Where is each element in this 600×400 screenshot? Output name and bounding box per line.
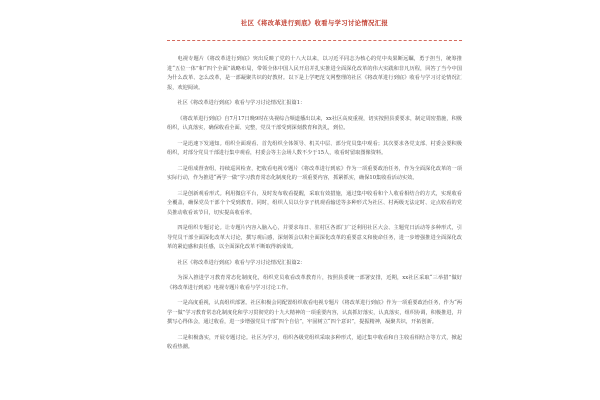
paragraph: 二是组成督查组，持续巡回检查，把收看电视专题片《将改革进行到底》作为一项重要政治任务，作为全面深化改革的一项实际行动，作为推进“两学一做”学习教育常态化制度化的一项重要内容，抓紧抓实，确保10集收看活动实效。 bbox=[167, 165, 462, 181]
paragraph: 《将改革进行到底》自7月17日晚9时在央视综合频道播出以来，xx社区高度重视，切实按照县委要求，制定周密措施，积极组织，认真落实，确保收看全面、完整，党员干部受到深刻教育和洗礼，到位。 bbox=[167, 115, 462, 131]
paragraph: 一是高度重视，认真组织部署。社区积极会同配置组织收看电视专题片《将改革进行到底》作为一项重要政治任务，作为“两学一做”学习教育常态化制度化和学习贯彻党的十九大精神的一项重要内容，认真抓好落实，认真落实，组织协调，积极推进，并撰写心得体会，通过收看，进一步增强党员干部“四个自信”，牢固树立“四个意识”，提振精神，凝聚共识，开拓创新。 bbox=[167, 300, 462, 325]
paragraph: 为深入推进学习教育常态化制度化，组织党员收看改革教育片，按照县委统一部署安排，近期，xx社区采取“三举措”做好《将改革进行到底》电视专题片收看与学习讨论工作。 bbox=[167, 275, 462, 291]
paragraph: 一是迅速下发通知。组织全面观看、首先组织全体领导、机关中层、部分党员集中观看；其次要求各党支部、村委会要积极组织，对部分党员干部进行集中观看，村委会等主会场人数不少于15人，收看时留取图像资料。 bbox=[167, 140, 462, 156]
paragraph: 四是组织专题讨论。让专题片内容入脑入心，并要求每日、驻村区各部门广泛利用社区大会、主题党日活动等多种形式，引导党员干部全面深化改革大讨论，撰写观后感，深刻领会以积全面深化改革的重要意义和使命任务，进一步增强推进全面深化改革的紧迫感和责任感，以全面深化改革不断取得新成效。 bbox=[167, 225, 462, 250]
title-divider bbox=[167, 40, 462, 41]
section-heading: 社区《将改革进行到底》收看与学习讨论情况汇报篇1： bbox=[177, 100, 306, 106]
document-title: 社区《将改革进行到底》收看与学习讨论情况汇报 bbox=[240, 19, 389, 27]
paragraph: 二是积极落实，开展专题讨论。社区为学习，组织各级党组织采取多种形式，通过集中收看和自主收看相结合等方式，掀起收看热潮。 bbox=[167, 334, 462, 350]
document-body bbox=[167, 55, 462, 353]
section-heading: 社区《将改革进行到底》收看与学习讨论情况汇报篇2： bbox=[177, 259, 306, 266]
paragraph: 电视专题片《将改革进行到底》突出反映了党的十八大以来，以习近平同志为核心的党中央果断远瞩，勇于担当，统筹推进“五位一体”和“四个全面”战略布局，带领全体中国人民开启并扎实推进全面深化改革的伟大实践和非凡历程，回答了当今中国为什么改革、怎么改革，是一部凝聚共识的好教材。以下是上学吧范文网整理的社区《将改革进行到底》收看与学习讨论情况汇报，欢迎阅读。 bbox=[167, 56, 462, 91]
paragraph: 三是创新观看形式。利用微信平台，及时发布收看提醒，采取有效措施，通过集中收看和个人收看相结合的方式，实现收看全覆盖，确保党员干部个个受到教育。同时，组织人员以分享子机观看输送等多种形式为社区、村两级无法定时、定点收看的党员推动收看该节目，切实提高收看率。 bbox=[167, 190, 462, 216]
